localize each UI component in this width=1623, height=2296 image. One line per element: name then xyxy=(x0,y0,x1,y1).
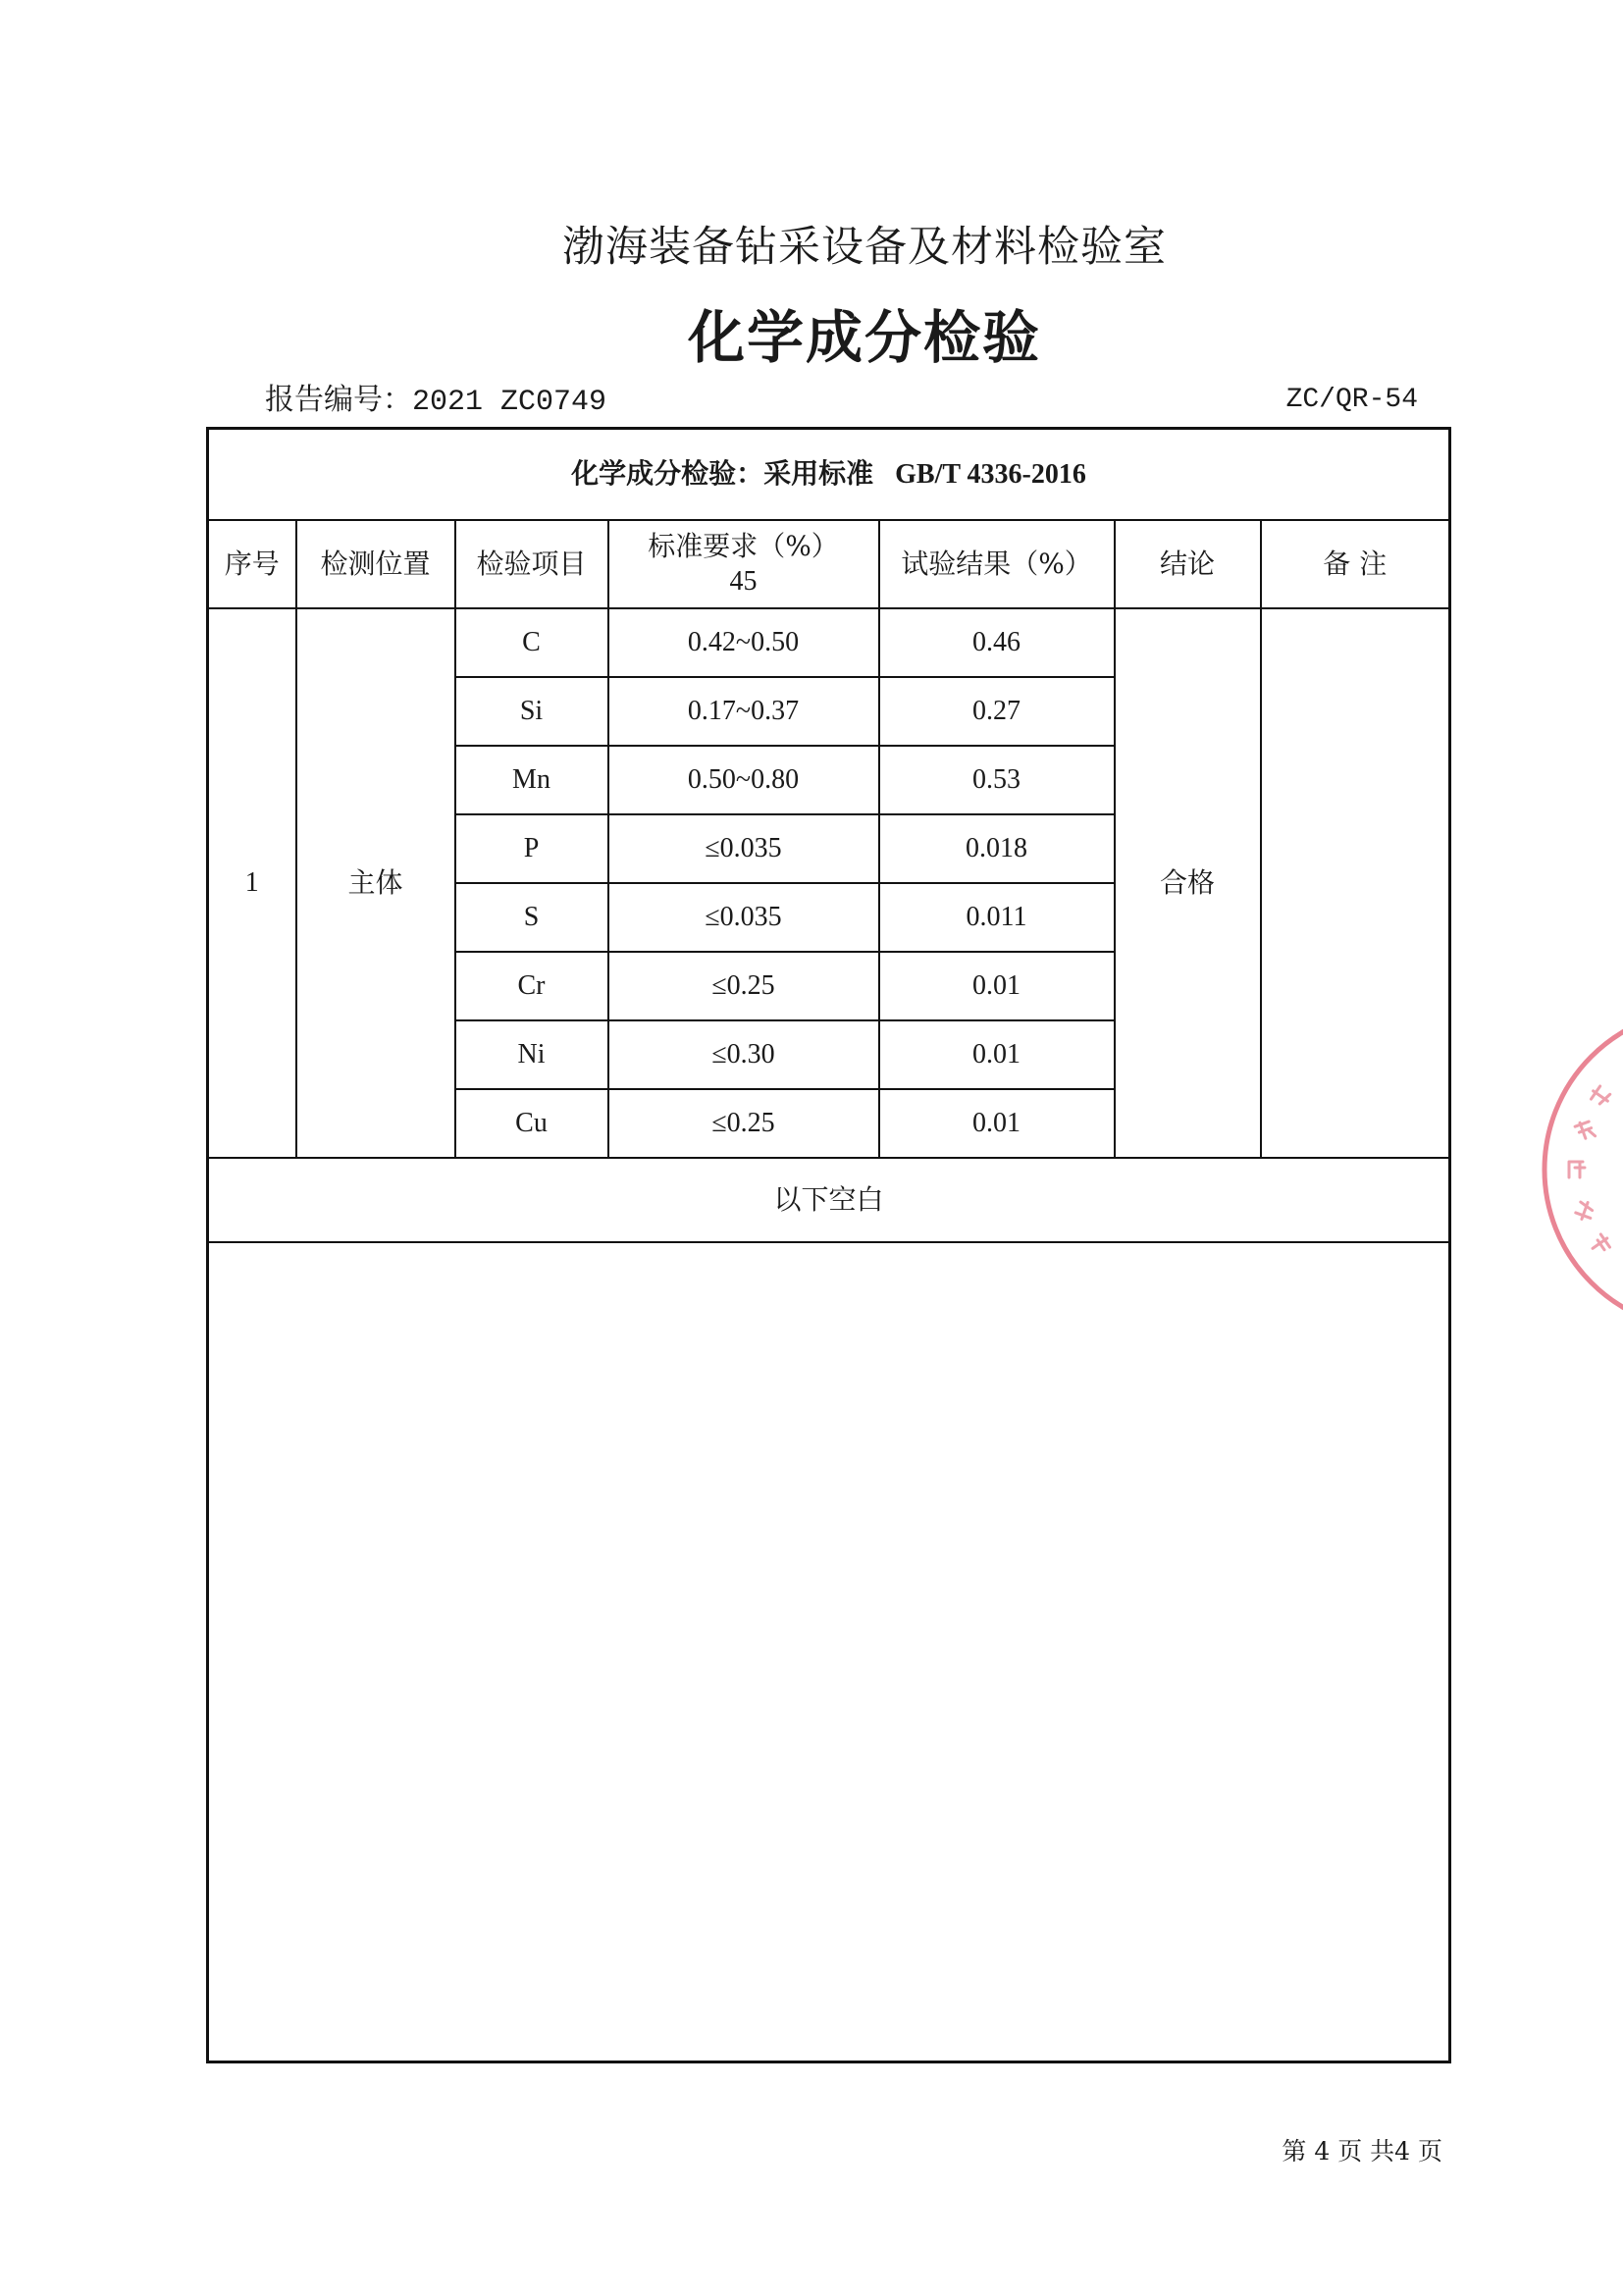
element-cell: P xyxy=(455,814,608,883)
table-title-text: 化学成分检验：采用标准 xyxy=(571,456,874,490)
requirement-cell: ≤0.25 xyxy=(608,952,879,1020)
remark-cell xyxy=(1261,608,1450,1158)
table-row xyxy=(208,608,1450,677)
test-location-cell: 主体 xyxy=(296,608,455,1158)
page-info: 第 4 页 共4 页 xyxy=(1282,2137,1442,2166)
report-number xyxy=(265,383,606,420)
report-number-label: 报告编号： xyxy=(265,383,412,417)
result-cell: 0.01 xyxy=(879,1089,1115,1158)
element-cell: Ni xyxy=(455,1020,608,1089)
requirement-cell: ≤0.25 xyxy=(608,1089,879,1158)
header-steel-grade: 45 xyxy=(729,565,758,597)
empty-area-row xyxy=(208,1242,1450,2062)
header-item: 检验项目 xyxy=(455,520,608,608)
result-cell: 0.011 xyxy=(879,883,1115,952)
result-cell: 0.53 xyxy=(879,746,1115,814)
seal-glyph-fragments xyxy=(1569,1084,1612,1255)
header-seq: 序号 xyxy=(208,520,296,608)
result-cell: 0.018 xyxy=(879,814,1115,883)
column-header-row xyxy=(208,520,1450,608)
header-conclusion: 结论 xyxy=(1115,520,1261,608)
blank-note-row xyxy=(208,1158,1450,1242)
result-cell: 0.01 xyxy=(879,1020,1115,1089)
element-cell: Cu xyxy=(455,1089,608,1158)
seal-ring xyxy=(1544,1010,1623,1330)
element-cell: C xyxy=(455,608,608,677)
requirement-cell: 0.42~0.50 xyxy=(608,608,879,677)
element-cell: Mn xyxy=(455,746,608,814)
element-cell: Si xyxy=(455,677,608,746)
table-title xyxy=(208,429,1450,520)
header-requirement-label: 标准要求（%） xyxy=(648,529,839,562)
sequence-number-cell: 1 xyxy=(208,608,296,1158)
standard-code: GB/T 4336-2016 xyxy=(895,458,1086,490)
result-cell: 0.46 xyxy=(879,608,1115,677)
blank-note: 以下空白 xyxy=(208,1158,1450,1242)
empty-area xyxy=(208,1242,1450,2062)
conclusion-cell: 合格 xyxy=(1115,608,1261,1158)
report-number-value: 2021 ZC0749 xyxy=(412,386,607,419)
requirement-cell: 0.17~0.37 xyxy=(608,677,879,746)
element-cell: Cr xyxy=(455,952,608,1020)
requirement-cell: 0.50~0.80 xyxy=(608,746,879,814)
official-seal-stamp xyxy=(1531,991,1623,1349)
result-cell: 0.01 xyxy=(879,952,1115,1020)
requirement-cell: ≤0.035 xyxy=(608,883,879,952)
form-code: ZC/QR-54 xyxy=(1285,385,1418,415)
requirement-cell: ≤0.30 xyxy=(608,1020,879,1089)
header-result: 试验结果（%） xyxy=(879,520,1115,608)
header-remark: 备 注 xyxy=(1261,520,1450,608)
requirement-cell: ≤0.035 xyxy=(608,814,879,883)
table-title-row xyxy=(208,429,1450,520)
element-cell: S xyxy=(455,883,608,952)
header-requirement xyxy=(608,520,879,608)
document-title: 化学成分检验 xyxy=(687,304,1041,371)
chemical-composition-table xyxy=(206,427,1451,2063)
result-cell: 0.27 xyxy=(879,677,1115,746)
organization-name: 渤海装备钻采设备及材料检验室 xyxy=(562,223,1167,272)
header-location: 检测位置 xyxy=(296,520,455,608)
